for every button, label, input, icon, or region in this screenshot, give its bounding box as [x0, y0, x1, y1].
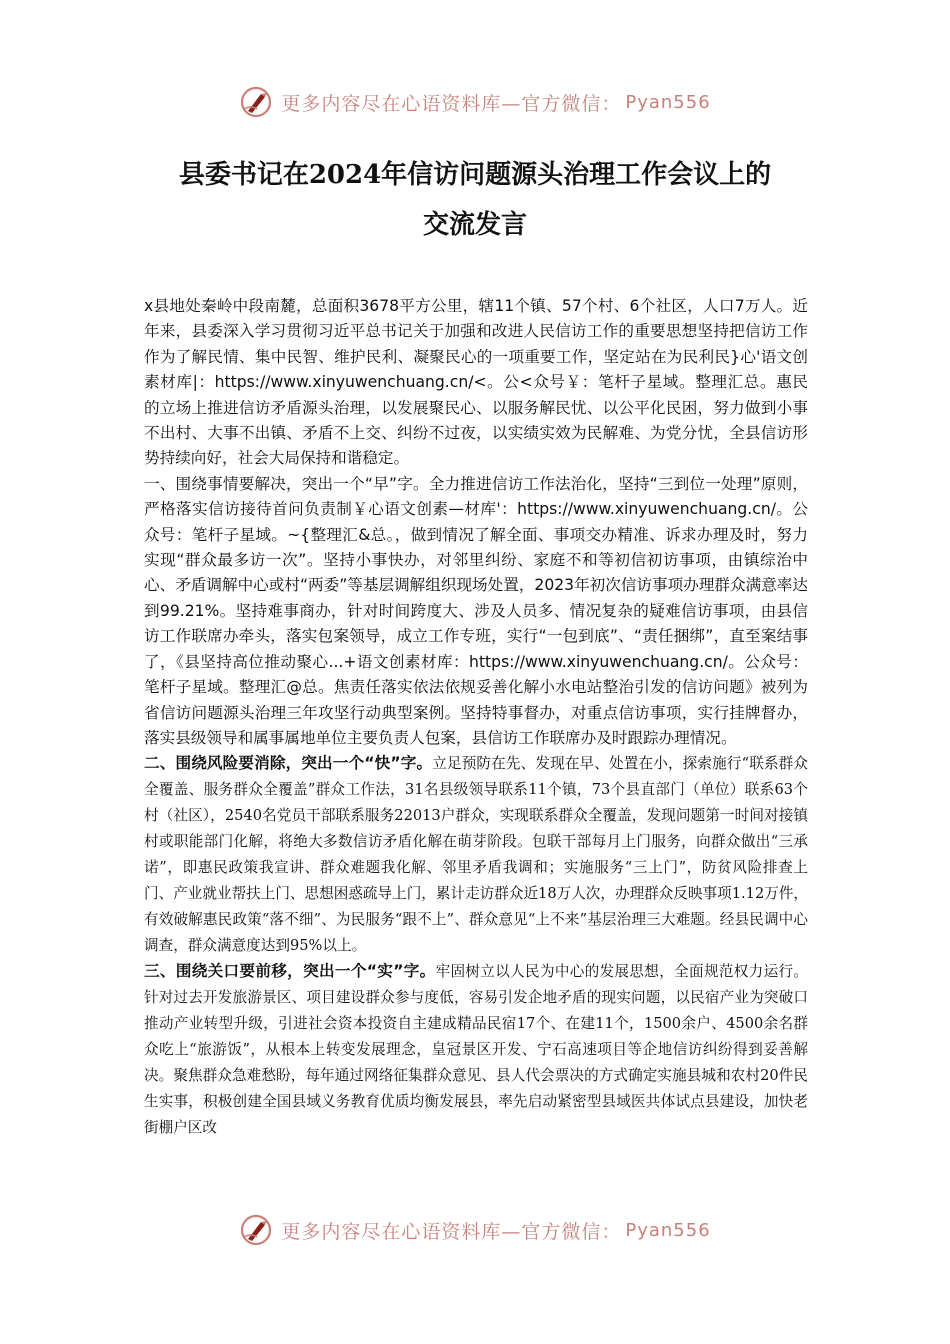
banner-handle: Pyan556	[625, 91, 711, 113]
section-3-paragraph	[144, 959, 808, 1141]
section-1-paragraph: 一、围绕事情要解决，突出一个“早”字。全力推进信访工作法治化，坚持“三到位一处理”原则，严格落实信访接待首问负责制￥心语文创素—材库'：https://www.xinyuwenchuang.cn/。公众号：笔杆子星域。~{整理汇&总。，做到情况了解全面、事项交办精准、诉求办理及时，努力实现“群众最多访一次”。坚持小事快办，对邻里纠纷、家庭不和等初信初访事项，由镇综治中心、矛盾调解中心或村“两委”等基层调解组织现场处置，2023年初次信访事项办理群众满意率达到99.21%。坚持难事商办，针对时间跨度大、涉及人员多、情况复杂的疑难信访事项，由县信访工作联席办牵头，落实包案领导，成立工作专班，实行“一包到底”、“责任捆绑”，直至案结事了，《县坚持高位推动聚心...+语文创素材库：https://www.xinyuwenchuang.cn/。公众号：笔杆子星域。整理汇@总。焦责任落实依法依规妥善化解小水电站整治引发的信访问题》被列为省信访问题源头治理三年攻坚行动典型案例。坚持特事督办，对重点信访事项，实行挂牌督办，落实县级领导和属事属地单位主要负责人包案，县信访工作联席办及时跟踪办理情况。	[144, 474, 808, 747]
watermark-banner-bottom	[0, 1210, 950, 1250]
section-2-heading: 二、围绕风险要消除，突出一个“快”字。	[144, 754, 433, 773]
banner-handle: Pyan556	[625, 1219, 711, 1241]
banner-text: 更多内容尽在心语资料库—官方微信：	[281, 1220, 622, 1243]
title-line-2: 交流发言	[422, 210, 527, 240]
pen-nib-circle-logo-icon	[239, 85, 273, 119]
section-3-body: 牢固树立以人民为中心的发展思想，全面规范权力运行。针对过去开发旅游景区、项目建设群众参与度低，容易引发企地矛盾的现实问题，以民宿产业为突破口推动产业转型升级，引进社会资本投资自主建成精品民宿17个、在建11个，1500余户、4500余名群众吃上“旅游饭”，从根本上转变发展理念，皇冠景区开发、宁石高速项目等企地信访纠纷得到妥善解决。聚焦群众急难愁盼，每年通过网络征集群众意见、县人代会票决的方式确定实施县城和农村20件民生实事，积极创建全国县域义务教育优质均衡发展县，率先启动紧密型县域医共体试点县建设，加快老街棚户区改	[144, 963, 808, 1137]
document-body	[144, 294, 808, 1141]
title-line-1: 县委书记在2024年信访问题源头治理工作会议上的	[178, 160, 772, 190]
pen-nib-circle-logo-icon	[239, 1213, 273, 1247]
section-2-body: 立足预防在先、发现在早、处置在小，探索施行“联系群众全覆盖、服务群众全覆盖”群众工作法，31名县级领导联系11个镇，73个县直部门（单位）联系63个村（社区），2540名党员干部联系服务22013户群众，实现联系群众全覆盖，发现问题第一时间对接镇村或职能部门化解，将绝大多数信访矛盾化解在萌芽阶段。包联干部每月上门服务，向群众做出“三承诺”，即惠民政策我宣讲、群众难题我化解、邻里矛盾我调和；实施服务“三上门”，防贫风险排查上门、产业就业帮扶上门、思想困惑疏导上门，累计走访群众近18万人次，办理群众反映事项1.12万件，有效破解惠民政策“落不细”、为民服务“跟不上”、群众意见“上不来”基层治理三大难题。经县民调中心调查，群众满意度达到95%以上。	[144, 755, 809, 955]
intro-paragraph: x县地处秦岭中段南麓，总面积3678平方公里，辖11个镇、57个村、6个社区，人口7万人。近年来，县委深入学习贯彻习近平总书记关于加强和改进人民信访工作的重要思想坚持把信访工作作为了解民情、集中民智、维护民利、凝聚民心的一项重要工作，坚定站在为民利民}心'语文创素材库|：https://www.xinyuwenchuang.cn/<。公<众号￥：笔杆子星域。整理汇总。惠民的立场上推进信访矛盾源头治理，以发展聚民心、以服务解民忧、以公平化民困，努力做到小事不出村、大事不出镇、矛盾不上交、纠纷不过夜，以实绩实效为民解难、为党分忧，全县信访形势持续向好，社会大局保持和谐稳定。	[144, 297, 808, 468]
section-2-paragraph	[144, 751, 808, 959]
section-3-heading: 三、围绕关口要前移，突出一个“实”字。	[144, 962, 436, 981]
banner-text: 更多内容尽在心语资料库—官方微信：	[281, 92, 622, 115]
watermark-banner-top	[0, 82, 950, 122]
page-title	[100, 150, 850, 250]
